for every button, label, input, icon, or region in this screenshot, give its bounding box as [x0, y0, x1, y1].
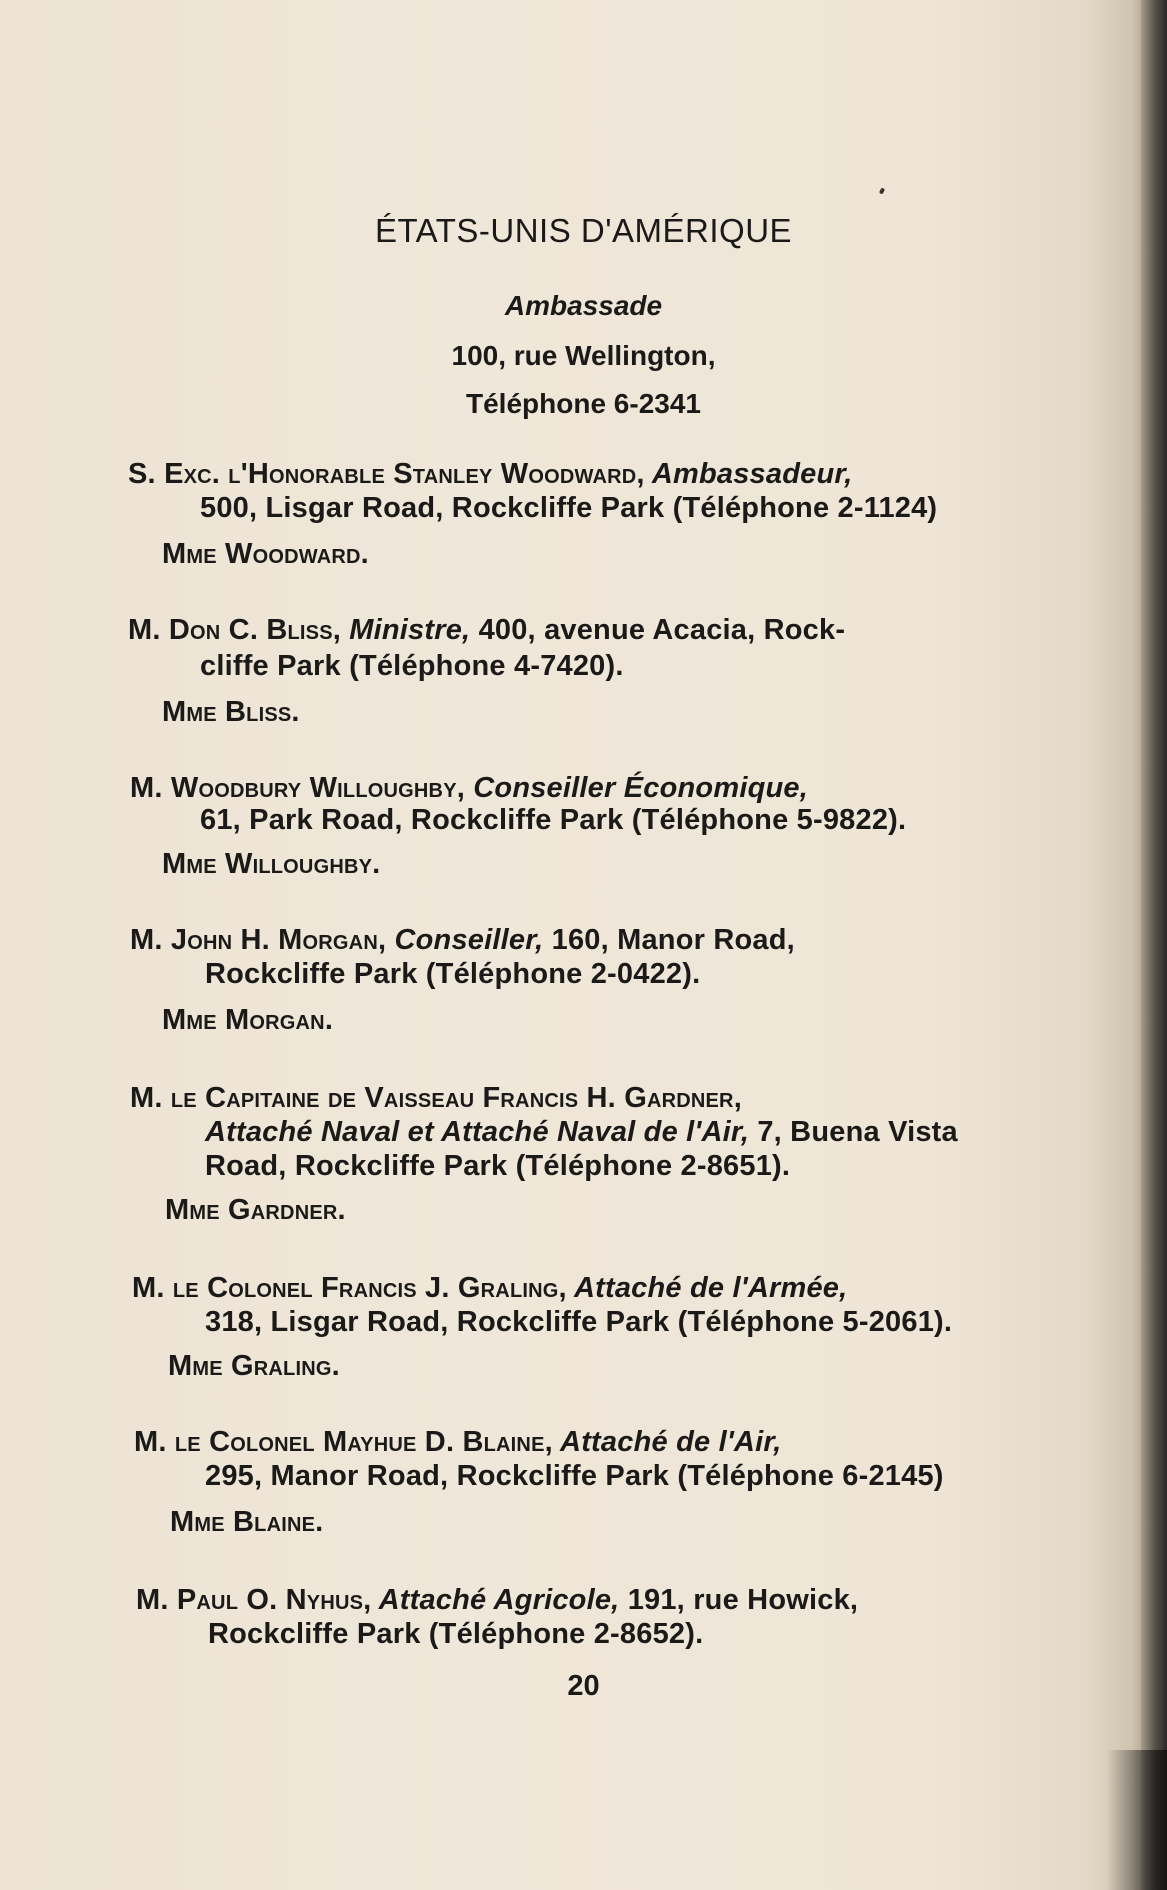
entry-line-2: Attaché Naval et Attaché Naval de l'Air, 7, Buena Vista [205, 1116, 958, 1148]
page-shadow [1107, 1750, 1167, 1890]
embassy-address: 100, rue Wellington, [451, 340, 716, 371]
spouse-name: Mme Bliss. [162, 696, 300, 728]
entry-line-1: M. Paul O. Nyhus, Attaché Agricole, 191, rue Howick, [136, 1584, 859, 1616]
entry-line-1: M. John H. Morgan, Conseiller, 160, Manor Road, [130, 924, 795, 956]
entry-line-2: 318, Lisgar Road, Rockcliffe Park (Téléphone 5-2061). [205, 1306, 953, 1338]
spouse-name: Mme Morgan. [162, 1004, 334, 1036]
entry-line-1: M. Woodbury Willoughby, Conseiller Économique, [130, 772, 808, 804]
spouse-name: Mme Blaine. [170, 1506, 324, 1538]
entry-line-2: Rockcliffe Park (Téléphone 2-8652). [208, 1618, 704, 1650]
entry-line-1: M. le Capitaine de Vaisseau Francis H. Gardner, [130, 1082, 742, 1114]
country-heading: ÉTATS-UNIS D'AMÉRIQUE [374, 212, 793, 249]
entry-line-2: 500, Lisgar Road, Rockcliffe Park (Téléphone 2-1124) [200, 492, 938, 524]
entry-line-2: 295, Manor Road, Rockcliffe Park (Téléphone 6-2145) [205, 1460, 944, 1492]
spouse-name: Mme Gardner. [165, 1194, 346, 1226]
mission-type: Ambassade [504, 290, 663, 321]
book-spine-edge [1141, 0, 1167, 1890]
entry-line-2: Rockcliffe Park (Téléphone 2-0422). [205, 958, 701, 990]
spouse-name: Mme Graling. [168, 1350, 340, 1382]
spouse-name: Mme Willoughby. [162, 848, 381, 880]
spouse-name: Mme Woodward. [162, 538, 369, 570]
entry-line-1: M. le Colonel Mayhue D. Blaine, Attaché de l'Air, [134, 1426, 782, 1458]
page-number: 20 [567, 1670, 600, 1702]
ink-speck [879, 187, 885, 194]
entry-line-1: S. Exc. l'Honorable Stanley Woodward, Ambassadeur, [128, 458, 853, 490]
entry-line-2: cliffe Park (Téléphone 4-7420). [200, 650, 624, 682]
entry-line-3: Road, Rockcliffe Park (Téléphone 2-8651). [205, 1150, 791, 1182]
entry-line-2: 61, Park Road, Rockcliffe Park (Téléphone 5-9822). [200, 804, 907, 836]
entry-line-1: M. Don C. Bliss, Ministre, 400, avenue Acacia, Rock- [128, 614, 846, 646]
entry-line-1: M. le Colonel Francis J. Graling, Attaché de l'Armée, [132, 1272, 848, 1304]
embassy-phone: Téléphone 6-2341 [466, 388, 701, 419]
